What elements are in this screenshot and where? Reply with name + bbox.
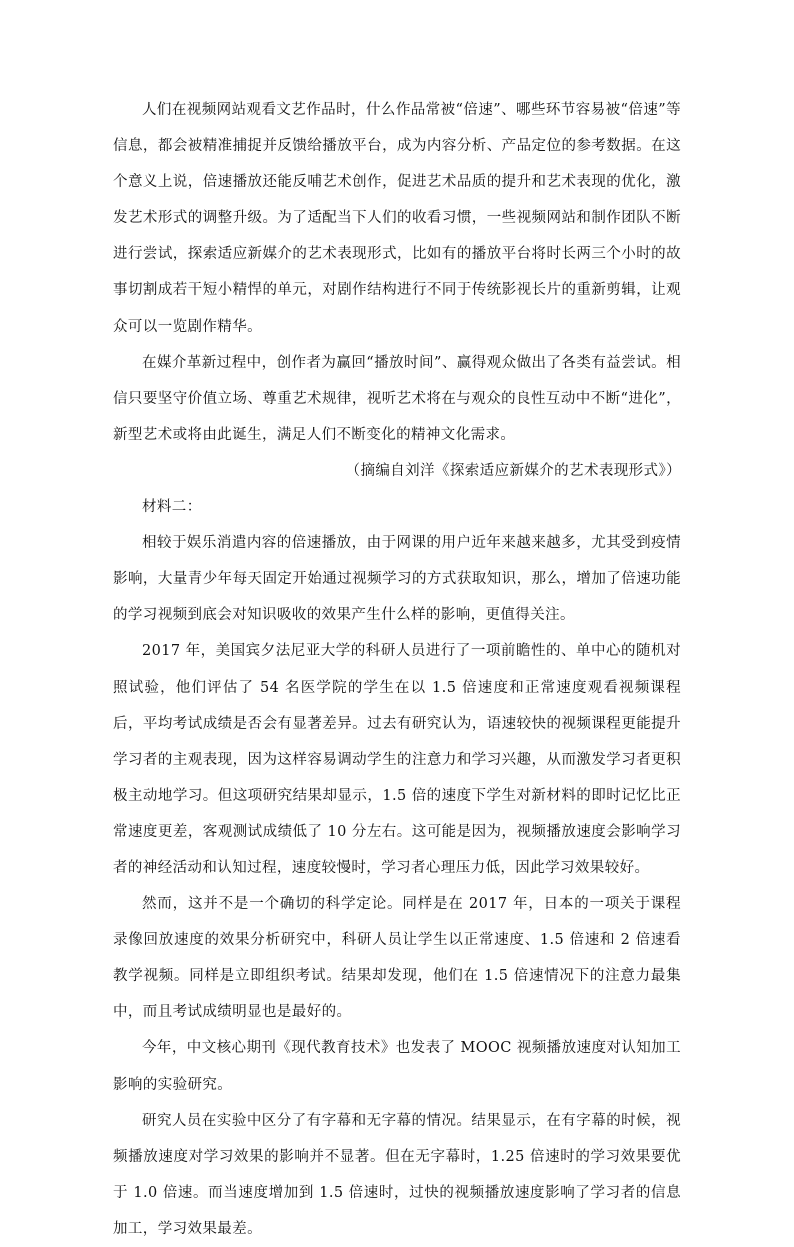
body-paragraph: 在媒介革新过程中，创作者为赢回“播放时间”、赢得观众做出了各类有益尝试。相信只要坚守价值立场、尊重艺术规律，视听艺术将在与观众的良性互动中不断“进化”，新型艺术或将由此诞生，满足人们不断变化的精神文化需求。 [113, 354, 681, 443]
body-paragraph: 相较于娱乐消遣内容的倍速播放，由于网课的用户近年来越来越多，尤其受到疫情影响，大量青少年每天固定开始通过视频学习的方式获取知识，那么，增加了倍速功能的学习视频到底会对知识吸收的效果产生什么样的影响，更值得关注。 [113, 535, 681, 624]
body-paragraph: 今年，中文核心期刊《现代教育技术》也发表了 MOOC 视频播放速度对认知加工影响的实验研究。 [113, 1040, 681, 1093]
section-heading-material-two: 材料二： [142, 499, 202, 516]
document-page [113, 92, 681, 1247]
body-paragraph: 2017 年，美国宾夕法尼亚大学的科研人员进行了一项前瞻性的、单中心的随机对照试验，他们评估了 54 名医学院的学生在以 1.5 倍速度和正常速度观看视频课程后，平均考试成绩是否会有显著差异。过去有研究认为，语速较快的视频课程更能提升学习者的主观表现，因为这样容易调动学生的注意力和学习兴趣，从而激发学习者更积极主动地学习。但这项研究结果却显示，1.5 倍的速度下学生对新材料的即时记忆比正常速度更差，客观测试成绩低了 10 分左右。这可能是因为，视频播放速度会影响学习者的神经活动和认知过程，速度较慢时，学习者心理压力低，因此学习效果较好。 [113, 643, 681, 876]
body-paragraph: 研究人员在实验中区分了有字幕和无字幕的情况。结果显示，在有字幕的时候，视频播放速度对学习效果的影响并不显著。但在无字幕时，1.25 倍速时的学习效果要优于 1.0 倍速。而当速度增加到 1.5 倍速时，过快的视频播放速度影响了学习者的信息加工，学习效果最差。 [113, 1112, 681, 1237]
body-paragraph: 然而，这并不是一个确切的科学定论。同样是在 2017 年，日本的一项关于课程录像回放速度的效果分析研究中，科研人员让学生以正常速度、1.5 倍速和 2 倍速看教学视频。同样是立即组织考试。结果却发现，他们在 1.5 倍速情况下的注意力最集中，而且考试成绩明显也是最好的。 [113, 896, 681, 1021]
body-paragraph: 人们在视频网站观看文艺作品时，什么作品常被“倍速”、哪些环节容易被“倍速”等信息，都会被精准捕捉并反馈给播放平台，成为内容分析、产品定位的参考数据。在这个意义上说，倍速播放还能反哺艺术创作，促进艺术品质的提升和艺术表现的优化，激发艺术形式的调整升级。为了适配当下人们的收看习惯，一些视频网站和制作团队不断进行尝试，探索适应新媒介的艺术表现形式，比如有的播放平台将时长两三个小时的故事切割成若干短小精悍的单元，对剧作结构进行不同于传统影视长片的重新剪辑，让观众可以一览剧作精华。 [113, 102, 681, 335]
source-citation: （摘编自刘洋《探索适应新媒介的艺术表现形式》） [345, 462, 681, 479]
